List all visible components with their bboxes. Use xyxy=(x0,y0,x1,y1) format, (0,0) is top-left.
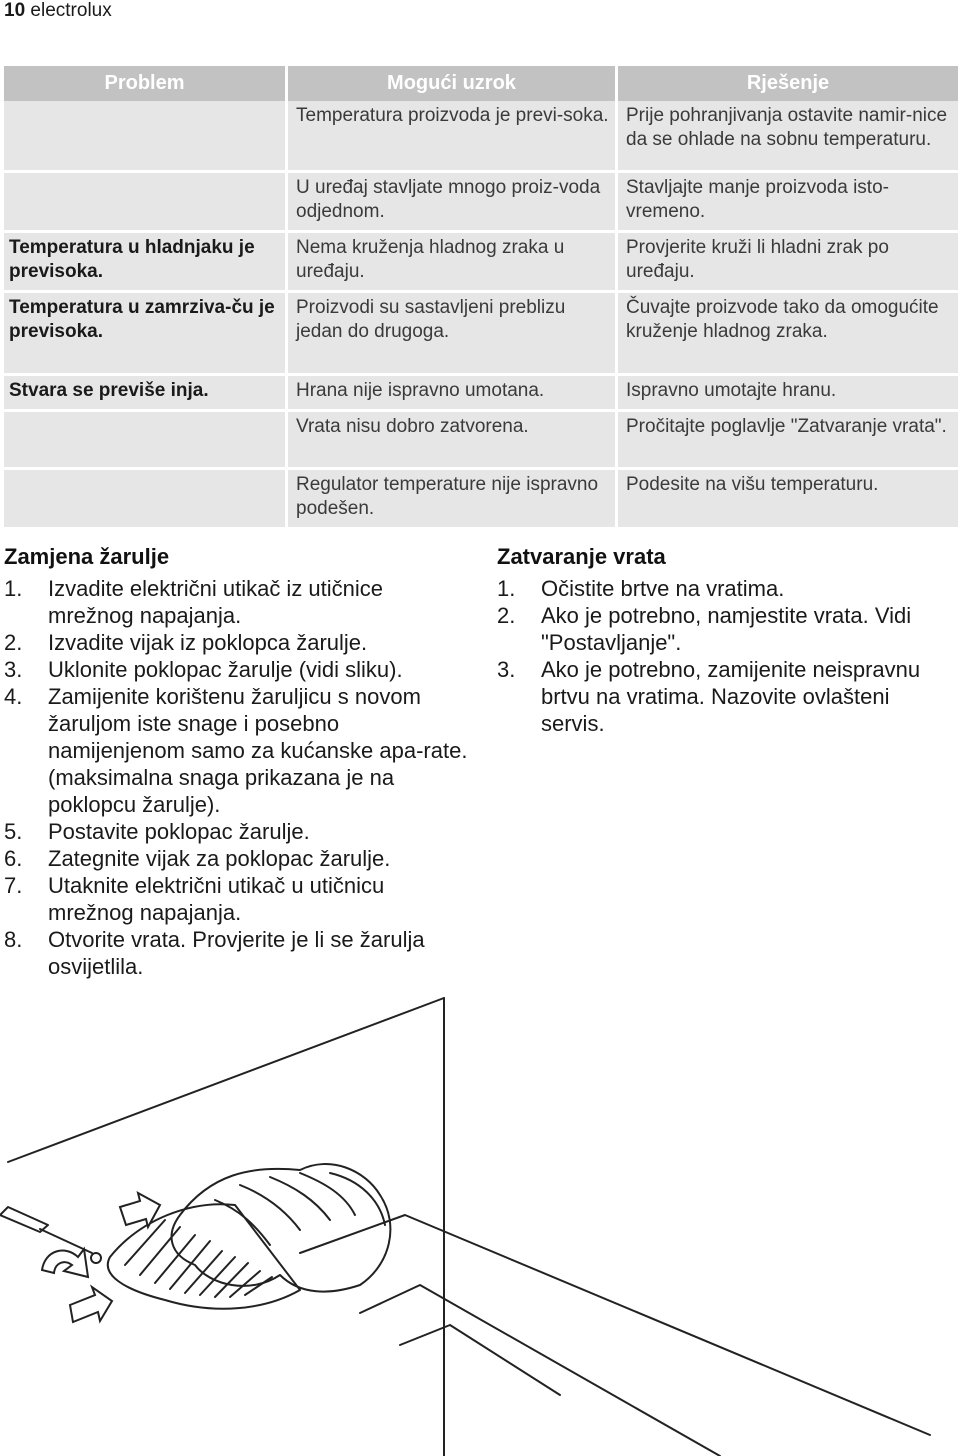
table-row xyxy=(4,373,958,409)
cause-cell: Regulator temperature nije ispravno podešen. xyxy=(288,467,618,527)
screw-icon xyxy=(91,1253,101,1263)
fridge-ceiling-line xyxy=(8,998,444,1162)
step-number: 6. xyxy=(4,846,23,871)
step-text: Ako je potrebno, zamijenite neispravnu brtvu na vratima. Nazovite ovlašteni servis. xyxy=(541,657,921,736)
list-item xyxy=(4,683,474,818)
cause-cell: U uređaj stavljate mnogo proiz-voda odjednom. xyxy=(288,170,618,230)
list-item xyxy=(4,845,474,872)
step-number: 5. xyxy=(4,819,23,844)
list-item xyxy=(4,629,474,656)
screwdriver-icon xyxy=(0,1207,48,1232)
list-item xyxy=(4,872,474,926)
fridge-edge-line xyxy=(360,1285,720,1456)
step-number: 8. xyxy=(4,927,23,952)
list-item xyxy=(497,602,957,656)
page-header xyxy=(4,0,112,22)
list-item xyxy=(4,818,474,845)
cause-cell: Hrana nije ispravno umotana. xyxy=(288,373,618,409)
bulb-cover-illustration xyxy=(0,995,960,1456)
step-text: Ako je potrebno, namjestite vrata. Vidi "Postavljanje". xyxy=(541,603,912,655)
page-number: 10 xyxy=(4,0,26,21)
step-text: Uklonite poklopac žarulje (vidi sliku). xyxy=(48,657,403,682)
bulb-replacement-section xyxy=(4,543,474,980)
problem-cell: Temperatura u hladnjaku je previsoka. xyxy=(4,230,288,290)
step-text: Izvadite električni utikač iz utičnice mrežnog napajanja. xyxy=(48,576,384,628)
step-text: Utaknite električni utikač u utičnicu mrežnog napajanja. xyxy=(48,873,385,925)
section-title: Zamjena žarulje xyxy=(4,544,170,569)
bulb-steps-list xyxy=(4,575,474,980)
table-row xyxy=(4,409,958,467)
problem-cell: Temperatura u zamrziva-ču je previsoka. xyxy=(4,290,288,373)
table-row xyxy=(4,170,958,230)
step-text: Zamijenite korištenu žaruljicu s novom žaruljom iste snage i posebno namijenjenom samo za kućanske apa-rate. (maksimalna snaga prikazana je na poklopcu žarulje). xyxy=(48,684,468,817)
solution-cell: Prije pohranjivanja ostavite namir-nice da se ohlade na sobnu temperaturu. xyxy=(618,101,958,170)
table-row xyxy=(4,290,958,373)
solution-cell: Stavljajte manje proizvoda isto-vremeno. xyxy=(618,170,958,230)
step-number: 3. xyxy=(4,657,23,682)
step-number: 7. xyxy=(4,873,23,898)
solution-cell: Podesite na višu temperaturu. xyxy=(618,467,958,527)
brand-name: electrolux xyxy=(30,0,112,21)
remove-arrow-icon xyxy=(70,1287,112,1322)
step-text: Zategnite vijak za poklopac žarulje. xyxy=(48,846,391,871)
problem-cell xyxy=(4,409,288,467)
section-title: Zatvaranje vrata xyxy=(497,544,666,569)
column-header-problem: Problem xyxy=(4,66,288,101)
solution-cell: Čuvajte proizvode tako da omogućite kruženje hladnog zraka. xyxy=(618,290,958,373)
door-closing-section xyxy=(497,543,957,737)
table-row xyxy=(4,230,958,290)
column-header-solution: Rješenje xyxy=(618,66,958,101)
table-row xyxy=(4,467,958,527)
door-steps-list xyxy=(497,575,957,737)
solution-cell: Ispravno umotajte hranu. xyxy=(618,373,958,409)
cause-cell: Nema kruženja hladnog zraka u uređaju. xyxy=(288,230,618,290)
rotate-arrow-icon xyxy=(42,1249,88,1277)
table-row xyxy=(4,101,958,170)
problem-cell xyxy=(4,467,288,527)
solution-cell: Pročitajte poglavlje "Zatvaranje vrata". xyxy=(618,409,958,467)
step-number: 2. xyxy=(497,603,516,628)
step-number: 1. xyxy=(497,576,516,601)
problem-cell: Stvara se previše inja. xyxy=(4,373,288,409)
list-item xyxy=(4,656,474,683)
cause-cell: Vrata nisu dobro zatvorena. xyxy=(288,409,618,467)
list-item xyxy=(4,926,474,980)
troubleshooting-table xyxy=(4,66,958,527)
list-item xyxy=(497,656,957,737)
step-number: 2. xyxy=(4,630,23,655)
step-number: 3. xyxy=(497,657,516,682)
column-header-cause: Mogući uzrok xyxy=(288,66,618,101)
list-item xyxy=(497,575,957,602)
step-text: Otvorite vrata. Provjerite je li se žarulja osvijetlila. xyxy=(48,927,425,979)
problem-cell xyxy=(4,170,288,230)
problem-cell xyxy=(4,101,288,170)
solution-cell: Provjerite kruži li hladni zrak po uređaju. xyxy=(618,230,958,290)
step-number: 1. xyxy=(4,576,23,601)
step-text: Postavite poklopac žarulje. xyxy=(48,819,310,844)
step-number: 4. xyxy=(4,684,23,709)
step-text: Očistite brtve na vratima. xyxy=(541,576,785,601)
cause-cell: Temperatura proizvoda je previ-soka. xyxy=(288,101,618,170)
list-item xyxy=(4,575,474,629)
fridge-shelf-line xyxy=(300,1215,930,1435)
step-text: Izvadite vijak iz poklopca žarulje. xyxy=(48,630,368,655)
cause-cell: Proizvodi su sastavljeni preblizu jedan do drugoga. xyxy=(288,290,618,373)
